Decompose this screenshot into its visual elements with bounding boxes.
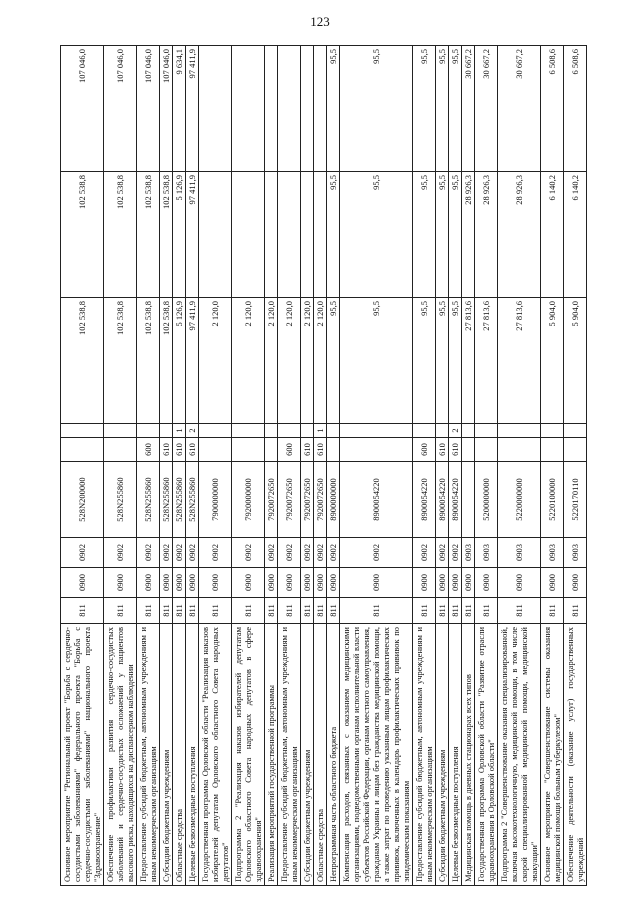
amount-year2-cell: 28 926,3 [498,172,541,298]
subsection-code-cell: 0902 [104,538,137,568]
amount-year3-cell: 30 667,2 [462,46,475,172]
amount-year3-cell: 30 667,2 [498,46,541,172]
subsection-code-cell: 0903 [475,538,498,568]
amount-year1-cell: 5 904,0 [541,298,564,424]
funding-source-cell [541,424,564,438]
row-name-cell: Субсидии бюджетным учреждениям [301,624,314,886]
amount-year1-cell: 5 904,0 [564,298,587,424]
grbs-code-cell: 811 [314,598,327,624]
amount-year2-cell: 102 538,8 [137,172,160,298]
expense-type-cell: 610 [449,438,462,462]
amount-year3-cell: 6 508,6 [564,46,587,172]
row-name-cell: Непрограммная часть областного бюджета [327,624,340,886]
amount-year3-cell: 95,5 [340,46,413,172]
funding-source-cell: 1 [314,424,327,438]
amount-year2-cell: 95,5 [413,172,436,298]
table-row [541,46,564,886]
subsection-code-cell: 0902 [314,538,327,568]
grbs-code-cell: 811 [104,598,137,624]
amount-year2-cell [278,172,301,298]
subsection-code-cell: 0902 [265,538,278,568]
grbs-code-cell: 811 [301,598,314,624]
expense-type-cell: 610 [314,438,327,462]
section-code-cell: 0900 [104,568,137,598]
subsection-code-cell: 0902 [301,538,314,568]
table-row [173,46,186,886]
target-article-cell: 7920072650 [314,462,327,538]
expense-type-cell: 600 [137,438,160,462]
row-name-cell: Государственная программа Орловской области "Реализация наказов избирателей депутатам Орловского областного Совета народных депутатов" [199,624,232,886]
section-code-cell: 0900 [160,568,173,598]
amount-year1-cell: 95,5 [327,298,340,424]
subsection-code-cell: 0902 [173,538,186,568]
expense-type-cell: 610 [173,438,186,462]
target-article-cell: 528N200000 [61,462,104,538]
amount-year2-cell [265,172,278,298]
amount-year1-cell: 95,5 [340,298,413,424]
table-row [104,46,137,886]
expense-type-cell [541,438,564,462]
funding-source-cell [160,424,173,438]
row-name-cell: Медицинская помощь в дневных стационарах всех типов [462,624,475,886]
amount-year1-cell: 2 120,0 [265,298,278,424]
subsection-code-cell: 0903 [498,538,541,568]
amount-year2-cell [199,172,232,298]
amount-year2-cell: 28 926,3 [475,172,498,298]
section-code-cell: 0900 [61,568,104,598]
table-row [475,46,498,886]
subsection-code-cell: 0902 [449,538,462,568]
section-code-cell: 0900 [301,568,314,598]
expense-type-cell [199,438,232,462]
funding-source-cell [327,424,340,438]
row-name-cell: Областные средства [314,624,327,886]
budget-table-body [61,46,587,886]
row-name-cell: Основное мероприятие "Региональный проект "Борьба с сердечно-сосудистыми заболеваниями" федерального проекта "Борьба с сердечно-сосудистыми заболеваниями" национального проекта "Здравоохранение" [61,624,104,886]
amount-year3-cell [301,46,314,172]
target-article-cell: 7920000000 [232,462,265,538]
grbs-code-cell: 811 [278,598,301,624]
row-name-cell: Обеспечение деятельности (оказание услуг) государственных учреждений [564,624,587,886]
funding-source-cell: 2 [449,424,462,438]
funding-source-cell [413,424,436,438]
subsection-code-cell: 0902 [436,538,449,568]
row-name-cell: Подпрограмма 2 "Реализация наказов избирателей депутатам Орловского областного Совета народных депутатов в сфере здравоохранения" [232,624,265,886]
funding-source-cell [265,424,278,438]
section-code-cell: 0900 [278,568,301,598]
section-code-cell: 0900 [232,568,265,598]
grbs-code-cell: 811 [449,598,462,624]
amount-year1-cell: 27 813,6 [462,298,475,424]
subsection-code-cell: 0902 [278,538,301,568]
row-name-cell: Предоставление субсидий бюджетным, автономным учреждениям и иным некоммерческим организациям [137,624,160,886]
table-row [199,46,232,886]
amount-year1-cell: 2 120,0 [278,298,301,424]
amount-year1-cell: 27 813,6 [475,298,498,424]
grbs-code-cell: 811 [340,598,413,624]
funding-source-cell [137,424,160,438]
funding-source-cell [436,424,449,438]
section-code-cell: 0900 [475,568,498,598]
amount-year2-cell: 28 926,3 [462,172,475,298]
subsection-code-cell: 0902 [186,538,199,568]
section-code-cell: 0900 [265,568,278,598]
target-article-cell: 528N255860 [186,462,199,538]
amount-year3-cell [199,46,232,172]
table-row [232,46,265,886]
section-code-cell: 0900 [327,568,340,598]
amount-year2-cell: 97 411,9 [186,172,199,298]
amount-year2-cell: 95,5 [449,172,462,298]
target-article-cell: 528N255860 [137,462,160,538]
grbs-code-cell: 811 [61,598,104,624]
section-code-cell: 0900 [462,568,475,598]
subsection-code-cell: 0902 [137,538,160,568]
target-article-cell [462,462,475,538]
amount-year3-cell [265,46,278,172]
target-article-cell: 8900054220 [413,462,436,538]
grbs-code-cell: 811 [436,598,449,624]
funding-source-cell [104,424,137,438]
grbs-code-cell: 811 [327,598,340,624]
target-article-cell: 528N255860 [104,462,137,538]
amount-year1-cell: 95,5 [449,298,462,424]
amount-year3-cell: 97 411,9 [186,46,199,172]
table-row [61,46,104,886]
amount-year1-cell: 2 120,0 [314,298,327,424]
subsection-code-cell: 0902 [160,538,173,568]
subsection-code-cell: 0903 [541,538,564,568]
amount-year3-cell: 6 508,6 [541,46,564,172]
row-name-cell: Компенсация расходов, связанных с оказанием медицинскими организациями, подведомственными органам исполнительной власти субъектов Российской Федерации, органам местного самоуправления, гражданам Украины и лицам без гражданства медицинской помощи, а также затрат по проведению указанным лицам профилактических прививок, включенных в календарь профилактических прививок по эпидемическим показаниям [340,624,413,886]
row-name-cell: Государственная программа Орловской области "Развитие отрасли здравоохранения в Орловской области" [475,624,498,886]
expense-type-cell: 600 [278,438,301,462]
funding-source-cell [462,424,475,438]
section-code-cell: 0900 [186,568,199,598]
amount-year2-cell [314,172,327,298]
table-row [186,46,199,886]
amount-year1-cell: 2 120,0 [199,298,232,424]
expense-type-cell [327,438,340,462]
grbs-code-cell: 811 [564,598,587,624]
grbs-code-cell: 811 [413,598,436,624]
table-row [278,46,301,886]
amount-year1-cell: 102 538,8 [61,298,104,424]
target-article-cell: 7920072650 [278,462,301,538]
amount-year2-cell: 102 538,8 [61,172,104,298]
target-article-cell: 5220170110 [564,462,587,538]
amount-year3-cell: 9 634,1 [173,46,186,172]
table-row [301,46,314,886]
amount-year1-cell: 27 813,6 [498,298,541,424]
row-name-cell: Реализация мероприятий государственной программы [265,624,278,886]
target-article-cell: 5220100000 [541,462,564,538]
budget-table-sheet [60,46,585,886]
table-row [449,46,462,886]
amount-year1-cell: 2 120,0 [301,298,314,424]
table-row [160,46,173,886]
amount-year3-cell: 107 046,0 [137,46,160,172]
expense-type-cell [61,438,104,462]
amount-year3-cell: 107 046,0 [104,46,137,172]
funding-source-cell: 1 [173,424,186,438]
amount-year1-cell: 2 120,0 [232,298,265,424]
amount-year3-cell [314,46,327,172]
row-name-cell: Обеспечение профилактики развития сердечно-сосудистых заболеваний и сердечно-сосудистых осложнений у пациентов высокого риска, находящихся на диспансерном наблюдении [104,624,137,886]
target-article-cell: 7920072650 [301,462,314,538]
expense-type-cell [265,438,278,462]
section-code-cell: 0900 [436,568,449,598]
amount-year1-cell: 95,5 [436,298,449,424]
grbs-code-cell: 811 [137,598,160,624]
funding-source-cell [475,424,498,438]
subsection-code-cell: 0902 [232,538,265,568]
grbs-code-cell: 811 [541,598,564,624]
expense-type-cell [104,438,137,462]
funding-source-cell [199,424,232,438]
amount-year1-cell: 102 538,8 [160,298,173,424]
target-article-cell: 7920072650 [265,462,278,538]
target-article-cell: 8900054220 [449,462,462,538]
table-row [498,46,541,886]
amount-year3-cell: 95,5 [327,46,340,172]
section-code-cell: 0900 [314,568,327,598]
amount-year3-cell [278,46,301,172]
grbs-code-cell: 811 [199,598,232,624]
row-name-cell: Предоставление субсидий бюджетным, автономным учреждениям и иным некоммерческим организациям [413,624,436,886]
amount-year3-cell: 107 046,0 [160,46,173,172]
amount-year3-cell: 95,5 [436,46,449,172]
table-row [327,46,340,886]
row-name-cell: Областные средства [173,624,186,886]
row-name-cell: Субсидии бюджетным учреждениям [160,624,173,886]
target-article-cell: 8900054220 [436,462,449,538]
rotated-table-viewport [60,46,585,886]
amount-year1-cell: 95,5 [413,298,436,424]
expense-type-cell: 610 [186,438,199,462]
amount-year2-cell: 95,5 [436,172,449,298]
amount-year3-cell: 107 046,0 [61,46,104,172]
expense-type-cell: 600 [413,438,436,462]
amount-year2-cell [232,172,265,298]
budget-table [60,45,587,886]
amount-year3-cell: 95,5 [449,46,462,172]
table-row [436,46,449,886]
table-row [265,46,278,886]
expense-type-cell: 610 [160,438,173,462]
row-name-cell: Предоставление субсидий бюджетным, автономным учреждениям и иным некоммерческим организациям [278,624,301,886]
section-code-cell: 0900 [137,568,160,598]
subsection-code-cell: 0903 [462,538,475,568]
grbs-code-cell: 811 [186,598,199,624]
section-code-cell: 0900 [413,568,436,598]
expense-type-cell [475,438,498,462]
table-row [340,46,413,886]
amount-year1-cell: 102 538,8 [137,298,160,424]
subsection-code-cell: 0902 [199,538,232,568]
row-name-cell: Целевые безвозмездные поступления [186,624,199,886]
expense-type-cell [564,438,587,462]
subsection-code-cell: 0903 [564,538,587,568]
grbs-code-cell: 811 [265,598,278,624]
amount-year2-cell: 95,5 [340,172,413,298]
section-code-cell: 0900 [199,568,232,598]
amount-year2-cell: 5 126,9 [173,172,186,298]
amount-year2-cell: 6 140,2 [541,172,564,298]
amount-year1-cell: 97 411,9 [186,298,199,424]
funding-source-cell [61,424,104,438]
grbs-code-cell: 811 [160,598,173,624]
target-article-cell: 8900000000 [327,462,340,538]
funding-source-cell [301,424,314,438]
target-article-cell: 528N255860 [173,462,186,538]
target-article-cell: 5200000000 [475,462,498,538]
funding-source-cell [278,424,301,438]
target-article-cell: 8900054220 [340,462,413,538]
subsection-code-cell: 0902 [327,538,340,568]
section-code-cell: 0900 [541,568,564,598]
page-number: 123 [310,14,330,29]
table-row [564,46,587,886]
amount-year2-cell [301,172,314,298]
row-name-cell: Подпрограмма 2 "Совершенствование оказания специализированной, включая высокотехнологичную, медицинской помощи, в том числе скорой специализированной медицинской помощи, медицинской эвакуации" [498,624,541,886]
amount-year1-cell: 5 126,9 [173,298,186,424]
grbs-code-cell: 811 [498,598,541,624]
table-row [462,46,475,886]
grbs-code-cell: 811 [232,598,265,624]
amount-year2-cell: 95,5 [327,172,340,298]
subsection-code-cell: 0902 [340,538,413,568]
section-code-cell: 0900 [449,568,462,598]
table-row [413,46,436,886]
grbs-code-cell: 811 [462,598,475,624]
funding-source-cell: 2 [186,424,199,438]
funding-source-cell [498,424,541,438]
amount-year2-cell: 102 538,8 [160,172,173,298]
expense-type-cell: 610 [436,438,449,462]
expense-type-cell [462,438,475,462]
grbs-code-cell: 811 [475,598,498,624]
section-code-cell: 0900 [340,568,413,598]
row-name-cell: Целевые безвозмездные поступления [449,624,462,886]
table-row [314,46,327,886]
section-code-cell: 0900 [498,568,541,598]
subsection-code-cell: 0902 [413,538,436,568]
subsection-code-cell: 0902 [61,538,104,568]
amount-year2-cell: 102 538,8 [104,172,137,298]
expense-type-cell: 610 [301,438,314,462]
expense-type-cell [232,438,265,462]
section-code-cell: 0900 [564,568,587,598]
funding-source-cell [232,424,265,438]
funding-source-cell [340,424,413,438]
table-row [137,46,160,886]
target-article-cell: 528N255860 [160,462,173,538]
amount-year3-cell: 30 667,2 [475,46,498,172]
amount-year3-cell [232,46,265,172]
row-name-cell: Субсидии бюджетным учреждениям [436,624,449,886]
amount-year2-cell: 6 140,2 [564,172,587,298]
section-code-cell: 0900 [173,568,186,598]
target-article-cell: 5220000000 [498,462,541,538]
funding-source-cell [564,424,587,438]
row-name-cell: Основное мероприятие "Совершенствование системы оказания медицинской помощи больным туберкулезом" [541,624,564,886]
target-article-cell: 7900000000 [199,462,232,538]
expense-type-cell [498,438,541,462]
amount-year3-cell: 95,5 [413,46,436,172]
amount-year1-cell: 102 538,8 [104,298,137,424]
expense-type-cell [340,438,413,462]
grbs-code-cell: 811 [173,598,186,624]
